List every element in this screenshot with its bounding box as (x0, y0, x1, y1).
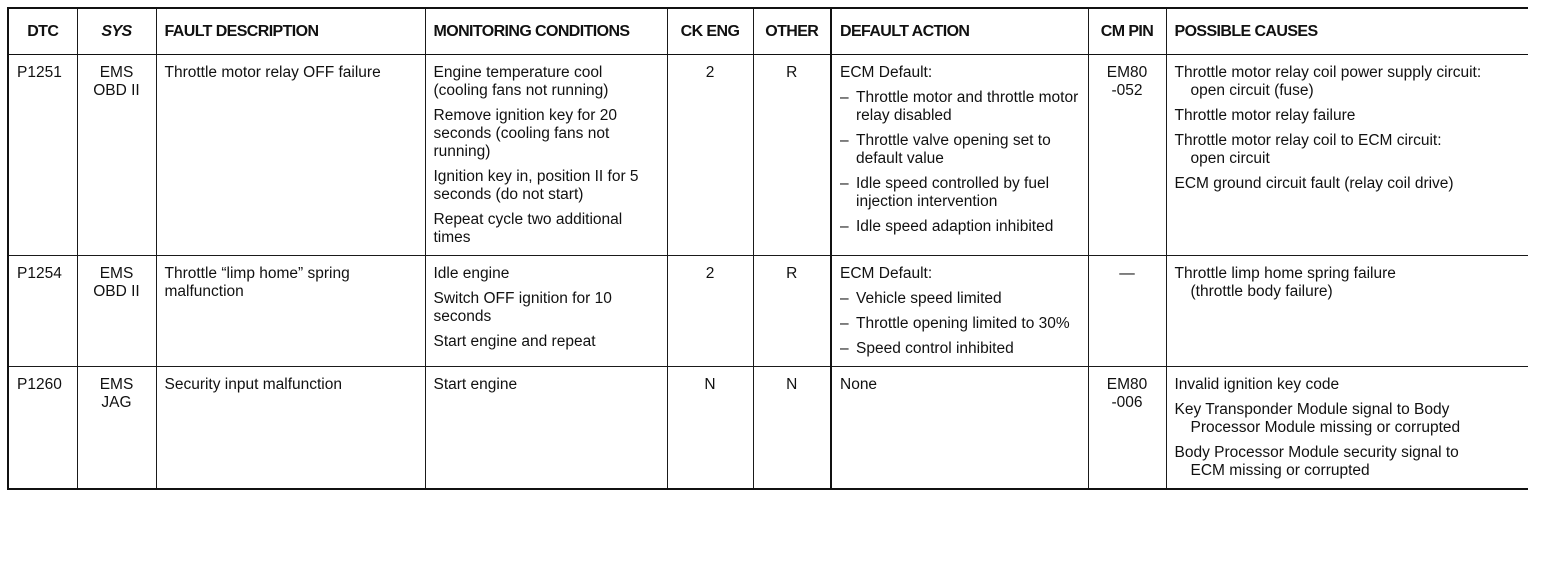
sys-line: JAG (101, 394, 132, 411)
bullet-dash-icon: – (840, 132, 849, 149)
default-action-cell (831, 256, 1088, 367)
fault-description: Throttle “limp home” spring malfunction (164, 265, 350, 300)
possible-cause-detail: ECM missing or corrupted (1190, 462, 1370, 479)
sys-line: EMS (99, 64, 134, 81)
default-action-item (840, 290, 1080, 308)
monitoring-condition: Remove ignition key for 20 seconds (cooling fans not running) (433, 107, 618, 160)
fault-description-cell (156, 55, 425, 256)
default-action-item (840, 218, 1080, 236)
cm-pin-cell (1088, 367, 1166, 490)
bullet-dash-icon: – (840, 218, 849, 235)
sys-line: EMS (99, 376, 134, 393)
possible-cause-text: ECM ground circuit fault (relay coil drive) (1174, 175, 1454, 192)
header-monitoring-conditions: MONITORING CONDITIONS (425, 8, 667, 55)
monitoring-condition: Start engine and repeat (433, 333, 596, 350)
sys-line: OBD II (93, 82, 140, 99)
other-value: R (786, 64, 798, 81)
possible-cause-text: Body Processor Module security signal to (1174, 444, 1459, 461)
default-action-heading: None (840, 376, 878, 393)
monitoring-condition: Engine temperature cool (cooling fans not running) (433, 64, 609, 99)
dtc-table (7, 7, 1528, 490)
possible-cause-detail: (throttle body failure) (1190, 283, 1333, 300)
sys-cell (77, 55, 156, 256)
possible-cause-detail: Processor Module missing or corrupted (1190, 419, 1461, 436)
default-action-heading: ECM Default: (840, 265, 933, 282)
header-dtc: DTC (8, 8, 77, 55)
monitoring-condition: Ignition key in, position II for 5 seconds (do not start) (433, 168, 639, 203)
other-value: R (786, 265, 798, 282)
cm-pin-line: EM80 (1106, 64, 1148, 81)
cm-pin-line: EM80 (1106, 376, 1148, 393)
possible-cause (1175, 265, 1521, 301)
monitoring-condition: Start engine (433, 376, 518, 393)
dtc-code: P1254 (17, 265, 62, 282)
bullet-dash-icon: – (840, 340, 849, 357)
possible-cause (1175, 64, 1521, 100)
bullet-dash-icon: – (840, 290, 849, 307)
header-other: OTHER (753, 8, 831, 55)
possible-causes-cell (1166, 256, 1528, 367)
bullet-dash-icon: – (840, 89, 849, 106)
dtc-code-cell (8, 256, 77, 367)
header-fault-description: FAULT DESCRIPTION (156, 8, 425, 55)
other-value: N (786, 376, 798, 393)
possible-cause-text: Throttle motor relay failure (1174, 107, 1356, 124)
possible-causes-cell (1166, 55, 1528, 256)
monitoring-conditions-cell (425, 256, 667, 367)
dtc-code: P1260 (17, 376, 62, 393)
possible-cause-detail: open circuit (fuse) (1190, 82, 1314, 99)
header-possible-causes: POSSIBLE CAUSES (1166, 8, 1528, 55)
sys-line: OBD II (93, 283, 140, 300)
fault-description-cell (156, 256, 425, 367)
cm-pin-line: -006 (1111, 394, 1143, 411)
dtc-code: P1251 (17, 64, 62, 81)
possible-cause (1175, 107, 1521, 125)
ck-eng-cell (667, 256, 753, 367)
default-action-text: Throttle opening limited to 30% (856, 315, 1070, 332)
cm-pin-line: -052 (1111, 82, 1143, 99)
possible-cause-text: Invalid ignition key code (1174, 376, 1340, 393)
other-cell (753, 256, 831, 367)
possible-cause (1175, 175, 1521, 193)
monitoring-condition: Switch OFF ignition for 10 seconds (433, 290, 612, 325)
fault-description: Security input malfunction (164, 376, 342, 393)
possible-cause-text: Throttle limp home spring failure (1174, 265, 1396, 282)
possible-cause-detail: open circuit (1190, 150, 1270, 167)
cm-pin-line: — (1119, 265, 1135, 282)
fault-description-cell (156, 367, 425, 490)
default-action-item (840, 175, 1080, 211)
table-row (8, 367, 1528, 490)
header-ck-eng: CK ENG (667, 8, 753, 55)
fault-description: Throttle motor relay OFF failure (164, 64, 381, 81)
default-action-item (840, 315, 1080, 333)
monitoring-conditions-cell (425, 55, 667, 256)
monitoring-condition: Repeat cycle two additional times (433, 211, 623, 246)
bullet-dash-icon: – (840, 315, 849, 332)
bullet-dash-icon: – (840, 175, 849, 192)
default-action-text: Speed control inhibited (856, 340, 1014, 357)
cm-pin-cell (1088, 256, 1166, 367)
possible-cause-text: Throttle motor relay coil power supply circuit: (1174, 64, 1482, 81)
header-default-action: DEFAULT ACTION (831, 8, 1088, 55)
table-body (8, 55, 1528, 490)
default-action-cell (831, 367, 1088, 490)
default-action-text: Idle speed adaption inhibited (856, 218, 1054, 235)
dtc-code-cell (8, 367, 77, 490)
possible-cause (1175, 376, 1521, 394)
sys-cell (77, 367, 156, 490)
ck-eng-value: 2 (705, 265, 715, 282)
default-action-text: Throttle valve opening set to default value (856, 132, 1051, 167)
default-action-text: Vehicle speed limited (856, 290, 1002, 307)
table-row (8, 256, 1528, 367)
dtc-code-cell (8, 55, 77, 256)
ck-eng-value: 2 (705, 64, 715, 81)
possible-cause-text: Key Transponder Module signal to Body (1174, 401, 1450, 418)
ck-eng-cell (667, 55, 753, 256)
header-cm-pin: CM PIN (1088, 8, 1166, 55)
header-row (8, 8, 1528, 55)
default-action-heading: ECM Default: (840, 64, 933, 81)
other-cell (753, 367, 831, 490)
other-cell (753, 55, 831, 256)
default-action-text: Idle speed controlled by fuel injection intervention (856, 175, 1050, 210)
default-action-item (840, 132, 1080, 168)
default-action-text: Throttle motor and throttle motor relay disabled (856, 89, 1079, 124)
monitoring-conditions-cell (425, 367, 667, 490)
possible-causes-cell (1166, 367, 1528, 490)
default-action-cell (831, 55, 1088, 256)
cm-pin-cell (1088, 55, 1166, 256)
monitoring-condition: Idle engine (433, 265, 510, 282)
sys-cell (77, 256, 156, 367)
possible-cause (1175, 132, 1521, 168)
ck-eng-cell (667, 367, 753, 490)
default-action-item (840, 340, 1080, 358)
sys-line: EMS (99, 265, 134, 282)
ck-eng-value: N (704, 376, 716, 393)
possible-cause-text: Throttle motor relay coil to ECM circuit: (1174, 132, 1442, 149)
possible-cause (1175, 444, 1521, 480)
header-sys: SYS (77, 8, 156, 55)
default-action-item (840, 89, 1080, 125)
table-row (8, 55, 1528, 256)
possible-cause (1175, 401, 1521, 437)
